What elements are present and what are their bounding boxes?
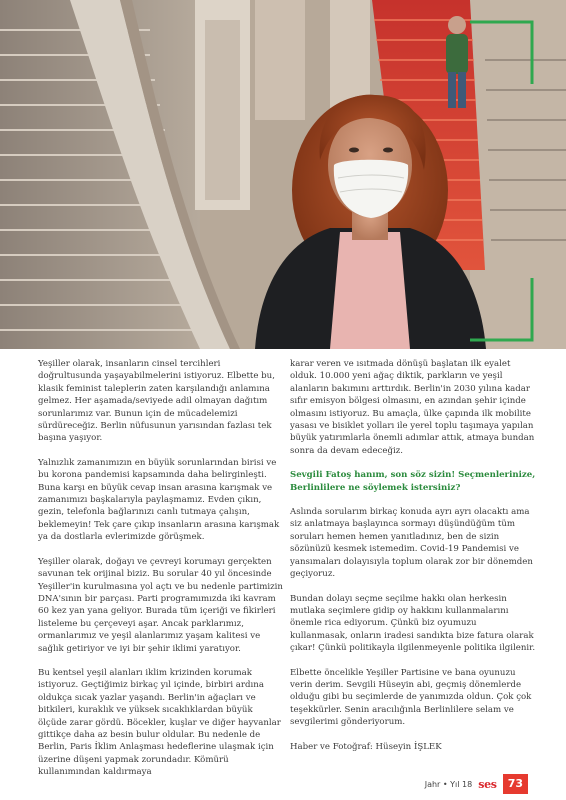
article-column-left xyxy=(38,358,284,791)
issue-label: Jahr • Yıl 18 xyxy=(424,779,473,789)
body-paragraph: Yeşiller olarak, insanların cinsel tercihleri doğrultusunda yaşayabilmelerini istiyoruz. Elbette bu, klasik feminist taleplerin zaten karşılandığı anlamına gelmez. Her aşamada/seviyede adil olmayan dağıtım sorunlarımız var. Bunun için de mücadelemizi sürdüreceğiz. Berlin nüfusunun yarısından fazlası tek başına yaşıyor. xyxy=(38,359,275,444)
body-paragraph: Aslında sorularım birkaç konuda ayrı ayrı olacaktı ama siz anlatmaya başlayınca sormayı düşündüğüm tüm soruları hemen hemen yanıtladınız, ben de sizin sözünüzü kesmek istemedim. Covid-19 Pandemisi ve yansımaları dolayısıyla toplum olarak zor bir dönemden geçiyoruz. xyxy=(290,507,533,580)
body-paragraph: Elbette öncelikle Yeşiller Partisine ve bana oyunuzu verin derim. Sevgili Hüseyin abi, geçmiş dönemlerde olduğu gibi bu seçimlerde de yanımızda oldun. Çok çok teşekkürler. Senin aracılığınla Berlinlilere selam ve sevgilerimi gönderiyorum. xyxy=(290,667,532,728)
body-paragraph: Yeşiller olarak, doğayı ve çevreyi korumayı gerçekten savunan tek orijinal biziz. Bu sorular 40 yıl öncesinde Yeşiller'in kurulmasına yol açtı ve bu nedenle partimizin DNA'sının bir parçası. Parti programımızda iki kavram 60 kez yan yana geliyor. Burada tüm içeriği ve fikirleri listeleme bu çerçeveyi aşar. Ancak parklarımız, ormanlarımız ve yeşil alanlarımız yaşam kalitesi ve sağlık getiriyor ve iyi bir şehir iklimi yaratıyor. xyxy=(38,556,283,654)
body-paragraph: Bu kentsel yeşil alanları iklim krizinden korumak istiyoruz. Geçtiğimiz birkaç yıl içinde, birbiri ardına oldukça sıcak yazlar yaşandı. Berlin'in ağaçları ve bitkileri, kuraklık ve yüksek sıcaklıklardan büyük ölçüde zarar gördü. Böcekler, kuşlar ve diğer hayvanlar gittikçe daha az besin bulur oldular. Bu nedenle de Berlin, Paris İklim Anlaşması hedeflerine ulaşmak için üzerine düşeni yapmak zorundadır. Kömürü kullanımından kaldırmaya xyxy=(38,667,281,778)
page-number: 73 xyxy=(503,774,528,794)
body-paragraph: Bundan dolayı seçme seçilme hakkı olan herkesin mutlaka seçimlere gidip oy hakkını kullanmalarını önemle rica ediyorum. Çünkü biz oyumuzu kullanmasak, onların iradesi sandıkta bize fatura olarak çıkar! Çünkü politikayla ilgilenmeyenle politika ilgilenir. xyxy=(290,593,536,654)
magazine-logo: ses xyxy=(478,777,497,791)
article-column-right xyxy=(290,358,536,765)
body-paragraph: Yalnızlık zamanımızın en büyük sorunlarından birisi ve bu korona pandemisi kapsamında daha belirginleşti. Buna karşı en büyük cevap insan arasına karışmak ve zamanımızı başkalarıyla paylaşmamız. Evden çıkın, gezin, telefonla bağlarınızı canlı tutmaya çalışın, beklemeyin! Tek çare çıkıp insanların arasına karışmak ya da dostlarla evlerimizde görüşmek. xyxy=(38,457,280,543)
article-photo xyxy=(0,0,566,349)
photo-credit: Haber ve Fotoğraf: Hüseyin İŞLEK xyxy=(290,741,442,752)
body-paragraph: karar veren ve ısıtmada dönüşü başlatan ilk eyalet olduk. 10.000 yeni ağaç diktik, parkların ve yeşil alanların bakımını arttırdık. Berlin'in 2030 yılına kadar sıfır emisyon bölgesi olmasını, en azından şehir içinde olmasını istiyoruz. Bu amaçla, ülke çapında ilk mobilite yasası ve bisiklet yolları ile yerel toplu taşımaya yapılan büyük yatırımlarla önemli adımlar attık, atmaya bundan sonra da devam edeceğiz. xyxy=(290,359,535,456)
interview-question: Sevgili Fatoş hanım, son söz sizin! Seçmenlerinize, Berlinlilere ne söylemek istersiniz? xyxy=(290,470,536,493)
page-footer xyxy=(425,774,528,794)
